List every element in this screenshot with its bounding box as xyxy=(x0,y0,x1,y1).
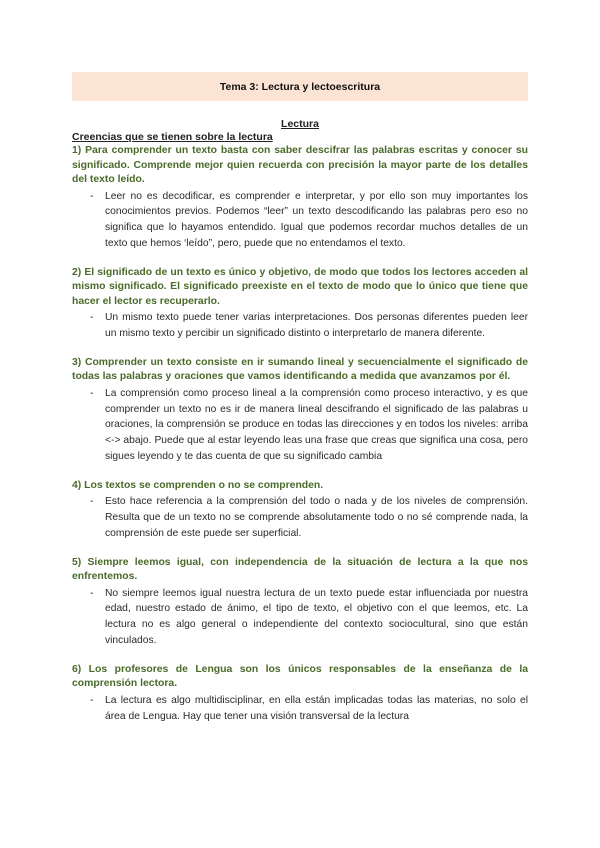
bullet-dash: - xyxy=(90,496,94,508)
belief-statement: 6) Los profesores de Lengua son los únicos responsables de la enseñanza de la comprensión lectora. xyxy=(72,663,528,690)
belief-statement: 3) Comprender un texto consiste en ir sumando lineal y secuencialmente el significado de todas las palabras y oraciones que vamos identificando a medida que avanzamos por él. xyxy=(72,356,528,383)
belief-response xyxy=(72,310,528,342)
bullet-dash: - xyxy=(90,387,94,399)
response-text: La comprensión como proceso lineal a la comprensión como proceso interactivo, y es que comprender un texto no es ir de manera lineal descifrando el significado de las palabras u oraciones, la comprensión se produce en todas las direcciones y en todos los niveles: arriba <-> abajo. Puede que al estar leyendo leas una frase que creas que significa una cosa, pero sigues leyendo y te das cuenta de que su significado cambia xyxy=(105,387,528,462)
belief-item xyxy=(72,266,528,342)
belief-statement: 4) Los textos se comprenden o no se comprenden. xyxy=(72,479,324,491)
belief-statement: 5) Siempre leemos igual, con independencia de la situación de lectura a la que nos enfrentemos. xyxy=(72,556,528,583)
belief-response xyxy=(72,693,528,725)
belief-item xyxy=(72,479,528,542)
response-text: Un mismo texto puede tener varias interpretaciones. Dos personas diferentes pueden leer un mismo texto y percibir un significado distinto o interpretarlo de manera diferente. xyxy=(105,312,528,339)
belief-response xyxy=(72,386,528,465)
page-title: Tema 3: Lectura y lectoescritura xyxy=(72,72,528,101)
response-text: La lectura es algo multidisciplinar, en ella están implicadas todas las materias, no solo el área de Lengua. Hay que tener una visión transversal de la lectura xyxy=(105,694,528,722)
document-body xyxy=(72,118,528,738)
subheading: Creencias que se tienen sobre la lectura xyxy=(72,131,273,143)
belief-item xyxy=(72,356,528,465)
belief-item xyxy=(72,663,528,725)
response-text: No siempre leemos igual nuestra lectura de un texto puede estar influenciada por nuestra edad, nuestro estado de ánimo, el tipo de texto, el objetivo con el que leemos, etc. La lectura no es algo general o independiente del contexto sociocultural, sino que están vinculados. xyxy=(105,587,528,647)
belief-response xyxy=(72,189,528,252)
bullet-dash: - xyxy=(90,312,94,324)
bullet-dash: - xyxy=(90,190,94,202)
belief-statement: 2) El significado de un texto es único y objetivo, de modo que todos los lectores acceden al mismo significado. El significado preexiste en el texto de modo que lo único que tiene que hacer el lector es recuperarlo. xyxy=(72,266,528,307)
belief-item xyxy=(72,556,528,649)
section-heading: Lectura xyxy=(281,118,319,130)
belief-response xyxy=(72,586,528,649)
belief-item xyxy=(72,144,528,252)
bullet-dash: - xyxy=(90,694,94,706)
response-text: Esto hace referencia a la comprensión del todo o nada y de los niveles de comprensión. Resulta que de un texto no se comprende absolutamente todo o no sé comprende nada, la comprensión de este puede ser superficial. xyxy=(105,496,528,539)
bullet-dash: - xyxy=(90,587,94,599)
belief-response xyxy=(72,494,528,541)
response-text: Leer no es decodificar, es comprender e interpretar, y por ello son muy importantes los conocimientos previos. Podemos “leer” un texto descodificando las palabras pero eso no significa que lo hayamos entendido. Igual que podemos recordar muchos detalles de un texto que hemos ‘leído”, pero, puede que no entendamos el texto. xyxy=(105,190,528,249)
belief-statement: 1) Para comprender un texto basta con saber descifrar las palabras escritas y conocer su significado. Comprende mejor quien recuerda con precisión la mayor parte de los detalles del texto leído. xyxy=(72,145,528,185)
